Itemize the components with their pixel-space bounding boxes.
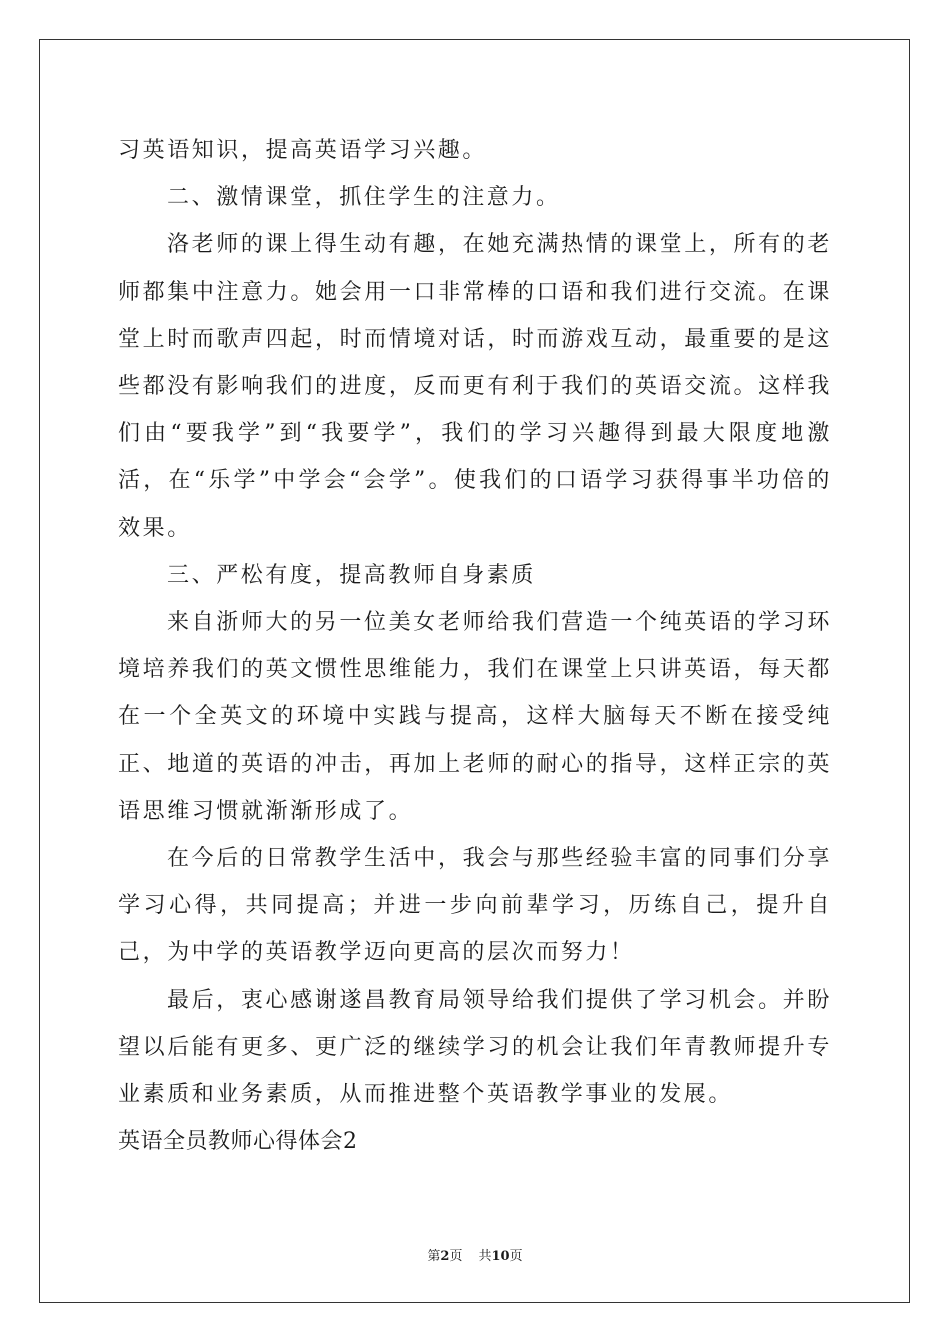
page-prefix: 第: [427, 1249, 441, 1264]
article-title: 英语全员教师心得体会2: [118, 1129, 358, 1155]
page-current: 2: [440, 1249, 450, 1264]
total-suffix: 页: [509, 1249, 523, 1264]
total-prefix: 共: [478, 1249, 492, 1264]
page-suffix: 页: [449, 1249, 463, 1264]
section-heading-two: 二、激情课堂，抓住学生的注意力。: [167, 185, 561, 211]
paragraph-immersion: 来自浙师大的另一位美女老师给我们营造一个纯英语的学习环境培养我们的英文惯性思维能力，我们在课堂上只讲英语，每天都在一个全英文的环境中实践与提高，这样大脑每天不断在接受纯正、地道的英语的冲击，再加上老师的耐心的指导，这样正宗的英语思维习惯就渐渐形成了。: [118, 610, 832, 824]
paragraph-future: 在今后的日常教学生活中，我会与那些经验丰富的同事们分享学习心得，共同提高；并进一步向前辈学习，历练自己，提升自己，为中学的英语教学迈向更高的层次而努力！: [118, 846, 832, 966]
paragraph-classroom: 洛老师的课上得生动有趣，在她充满热情的课堂上，所有的老师都集中注意力。她会用一口非常棒的口语和我们进行交流。在课堂上时而歌声四起，时而情境对话，时而游戏互动，最重要的是这些都没有影响我们的进度，反而更有利于我们的英语交流。这样我们由“要我学”到“我要学”，我们的学习兴趣得到最大限度地激活，在“乐学”中学会“会学”。使我们的口语学习获得事半功倍的效果。: [118, 232, 832, 541]
section-heading-three: 三、严松有度，提高教师自身素质: [167, 562, 537, 588]
page-footer: [0, 1247, 950, 1267]
paragraph-thanks: 最后，衷心感谢遂昌教育局领导给我们提供了学习机会。并盼望以后能有更多、更广泛的继续学习的机会让我们年青教师提升专业素质和业务素质，从而推进整个英语教学事业的发展。: [118, 987, 832, 1108]
paragraph-continuation: 习英语知识，提高英语学习兴趣。: [118, 138, 488, 163]
page-total: 10: [491, 1249, 510, 1264]
document-body: [118, 127, 832, 1165]
